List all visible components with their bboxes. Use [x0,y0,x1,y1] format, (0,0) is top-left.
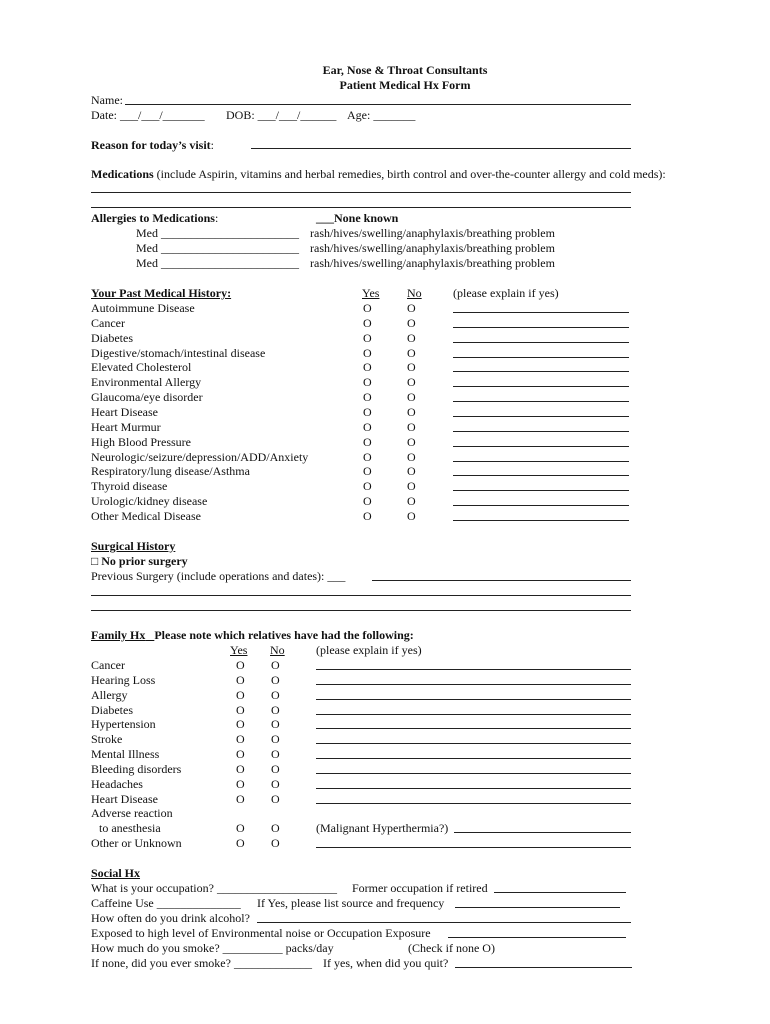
past-history-explain-field[interactable] [453,416,629,417]
family-history-item-label: Diabetes [91,702,133,717]
family-history-item-label: Bleeding disorders [91,761,182,776]
previous-surgery-field[interactable] [372,580,631,581]
past-history-yes-option[interactable]: O [363,315,372,330]
past-history-explain-field[interactable] [453,446,629,447]
family-no-option[interactable]: O [271,717,280,732]
past-history-explain-field[interactable] [453,490,629,491]
family-history-item-label: Heart Disease [91,791,158,806]
past-history-no-option[interactable]: O [407,390,416,405]
adverse-reaction-label: Adverse reaction [91,806,173,820]
family-explain-field[interactable] [316,743,631,744]
past-history-yes-option[interactable]: O [363,404,372,419]
past-history-explain-field[interactable] [453,520,629,521]
past-history-explain-field[interactable] [453,431,629,432]
past-history-item-label: Autoimmune Disease [91,301,195,315]
none-known-option[interactable]: ___None known [316,211,399,225]
check-none-option[interactable]: (Check if none O) [408,941,495,955]
surgery-line-3[interactable] [91,610,631,611]
past-history-yes-option[interactable]: O [363,375,372,390]
past-history-yes-option[interactable]: O [363,479,372,494]
past-history-explain-field[interactable] [453,312,629,313]
past-history-explain-field[interactable] [453,386,629,387]
family-explain-field[interactable] [316,684,631,685]
caffeine-source-label: If Yes, please list source and frequency [257,896,445,910]
past-history-explain-field[interactable] [453,475,629,476]
family-no-header: No [270,643,285,657]
past-history-item-label: Other Medical Disease [91,508,201,523]
alcohol-label: How often do you drink alcohol? [91,911,250,925]
past-history-no-option[interactable]: O [407,404,416,419]
past-history-item-label: Cancer [91,315,125,330]
family-yes-option[interactable]: O [236,717,245,732]
family-yes-option[interactable]: O [236,672,245,687]
no-prior-surgery-checkbox[interactable]: □ No prior surgery [91,554,188,568]
past-history-explain-field[interactable] [453,327,629,328]
family-history-item-label: Allergy [91,687,128,702]
other-no-option[interactable]: O [271,836,280,850]
past-history-no-option[interactable]: O [407,360,416,375]
past-history-yes-option[interactable]: O [363,449,372,464]
surgical-history-title: Surgical History [91,539,176,553]
family-no-option[interactable]: O [271,747,280,762]
family-history-title: Family Hx Please note which relatives have had the following: [91,628,414,642]
family-explain-field[interactable] [316,788,631,789]
past-history-item-label: Heart Murmur [91,419,161,434]
family-yes-option[interactable]: O [236,776,245,791]
anesthesia-no-option[interactable]: O [271,821,280,835]
malignant-hyperthermia-label: (Malignant Hyperthermia?) [316,821,449,835]
allergy-reaction-options[interactable]: rash/hives/swelling/anaphylaxis/breathing problem [310,226,555,240]
social-history-title: Social Hx [91,866,141,880]
family-no-option[interactable]: O [271,702,280,717]
past-history-item-label: Diabetes [91,330,133,345]
past-history-yes-option[interactable]: O [363,494,372,509]
past-history-yes-header: Yes [362,286,380,300]
past-history-explain-field[interactable] [453,505,629,506]
name-field[interactable] [125,104,631,105]
reason-field[interactable] [251,148,631,149]
family-explain-field[interactable] [316,699,631,700]
smoke-amount-field[interactable]: How much do you smoke? __________ packs/day [91,941,334,955]
quit-field[interactable] [455,967,632,968]
anesthesia-yes-option[interactable]: O [236,821,245,835]
dob-field[interactable]: DOB: ___/___/______ [226,108,337,122]
family-history-item-label: Headaches [91,776,143,791]
medications-line-1[interactable] [91,192,631,193]
past-history-item-label: Elevated Cholesterol [91,360,192,375]
past-history-item-label: High Blood Pressure [91,434,191,449]
family-no-option[interactable]: O [271,672,280,687]
past-history-yes-option[interactable]: O [363,360,372,375]
past-history-no-option[interactable]: O [407,464,416,479]
other-unknown-label: Other or Unknown [91,836,182,850]
ever-smoke-field[interactable]: If none, did you ever smoke? _____________ [91,956,312,970]
family-no-option[interactable]: O [271,761,280,776]
name-label: Name: [91,93,123,107]
alcohol-field[interactable] [257,922,631,923]
past-history-explain-field[interactable] [453,461,629,462]
surgery-line-2[interactable] [91,595,631,596]
past-history-yes-option[interactable]: O [363,434,372,449]
past-history-item-label: Urologic/kidney disease [91,494,208,509]
date-field[interactable]: Date: ___/___/_______ [91,108,205,122]
medications-line-2[interactable] [91,207,631,208]
past-history-item-label: Heart Disease [91,404,158,419]
quit-label: If yes, when did you quit? [323,956,449,970]
past-history-no-option[interactable]: O [407,508,416,523]
past-history-yes-option[interactable]: O [363,345,372,360]
family-history-item-label: Mental Illness [91,747,160,762]
family-explain-field[interactable] [316,803,631,804]
family-explain-header: (please explain if yes) [316,643,422,657]
past-history-no-option[interactable]: O [407,315,416,330]
caffeine-source-field[interactable] [455,907,620,908]
family-no-option[interactable]: O [271,732,280,747]
family-explain-field[interactable] [316,714,631,715]
occupation-field[interactable]: What is your occupation? ____________________ [91,881,337,895]
past-history-no-option[interactable]: O [407,494,416,509]
past-history-explain-field[interactable] [453,342,629,343]
family-yes-option[interactable]: O [236,732,245,747]
family-explain-field[interactable] [316,728,631,729]
other-explain-field[interactable] [316,847,631,848]
past-history-yes-option[interactable]: O [363,390,372,405]
past-history-item-label: Respiratory/lung disease/Asthma [91,464,250,479]
other-yes-option[interactable]: O [236,836,245,850]
past-history-item-label: Neurologic/seizure/depression/ADD/Anxiety [91,449,309,464]
allergies-label: Allergies to Medications: [91,211,219,225]
past-history-item-label: Thyroid disease [91,479,168,494]
past-history-item-label: Environmental Allergy [91,375,202,390]
past-history-no-header: No [407,286,422,300]
family-no-option[interactable]: O [271,658,280,672]
past-history-no-option[interactable]: O [407,345,416,360]
past-history-yes-option[interactable]: O [363,464,372,479]
family-yes-option[interactable]: O [236,702,245,717]
past-history-item-label: Digestive/stomach/intestinal disease [91,345,266,360]
past-history-yes-option[interactable]: O [363,508,372,523]
form-clinic-title: Ear, Nose & Throat Consultants [322,63,488,77]
past-history-yes-option[interactable]: O [363,419,372,434]
family-yes-header: Yes [230,643,248,657]
family-history-item-label: Hearing Loss [91,672,156,687]
family-history-item-label: Stroke [91,732,123,747]
past-history-no-option[interactable]: O [407,449,416,464]
past-history-item-label: Glaucoma/eye disorder [91,390,203,405]
past-history-yes-option[interactable]: O [363,330,372,345]
family-explain-field[interactable] [316,669,631,670]
previous-surgery-label: Previous Surgery (include operations and dates): ___ [91,569,346,583]
past-history-no-option[interactable]: O [407,330,416,345]
allergy-reaction-options[interactable]: rash/hives/swelling/anaphylaxis/breathing problem [310,241,555,255]
past-history-explain-field[interactable] [453,371,629,372]
family-history-item-label: Cancer [91,658,125,672]
caffeine-field[interactable]: Caffeine Use ______________ [91,896,241,910]
family-no-option[interactable]: O [271,776,280,791]
past-history-no-option[interactable]: O [407,479,416,494]
allergy-reaction-options[interactable]: rash/hives/swelling/anaphylaxis/breathing problem [310,256,555,270]
past-history-yes-option[interactable]: O [363,301,372,315]
past-history-no-option[interactable]: O [407,375,416,390]
anesthesia-label: to anesthesia [99,821,161,835]
noise-exposure-field[interactable] [448,937,626,938]
past-history-explain-field[interactable] [453,357,629,358]
age-field[interactable]: Age: _______ [347,108,416,122]
family-no-option[interactable]: O [271,791,280,806]
family-yes-option[interactable]: O [236,747,245,762]
past-history-explain-header: (please explain if yes) [453,286,559,300]
family-no-option[interactable]: O [271,687,280,702]
allergy-med-field[interactable]: Med _______________________ [136,241,299,255]
former-occupation-field[interactable] [494,892,626,893]
past-history-no-option[interactable]: O [407,301,416,315]
former-occupation-label: Former occupation if retired [352,881,488,895]
family-yes-option[interactable]: O [236,687,245,702]
past-history-title: Your Past Medical History: [91,286,232,300]
family-yes-option[interactable]: O [236,791,245,806]
anesthesia-explain-field[interactable] [454,832,631,833]
medications-label: Medications (include Aspirin, vitamins and herbal remedies, birth control and over-the-counter allergy and cold meds): [91,167,666,181]
noise-exposure-label: Exposed to high level of Environmental noise or Occupation Exposure [91,926,431,940]
family-explain-field[interactable] [316,773,631,774]
family-history-item-label: Hypertension [91,717,156,732]
reason-label: Reason for today’s visit: [91,138,215,152]
family-yes-option[interactable]: O [236,761,245,776]
past-history-explain-field[interactable] [453,401,629,402]
family-yes-option[interactable]: O [236,658,245,672]
past-history-no-option[interactable]: O [407,434,416,449]
allergy-med-field[interactable]: Med _______________________ [136,256,299,270]
form-title: Patient Medical Hx Form [339,78,471,92]
past-history-no-option[interactable]: O [407,419,416,434]
allergy-med-field[interactable]: Med _______________________ [136,226,299,240]
family-explain-field[interactable] [316,758,631,759]
